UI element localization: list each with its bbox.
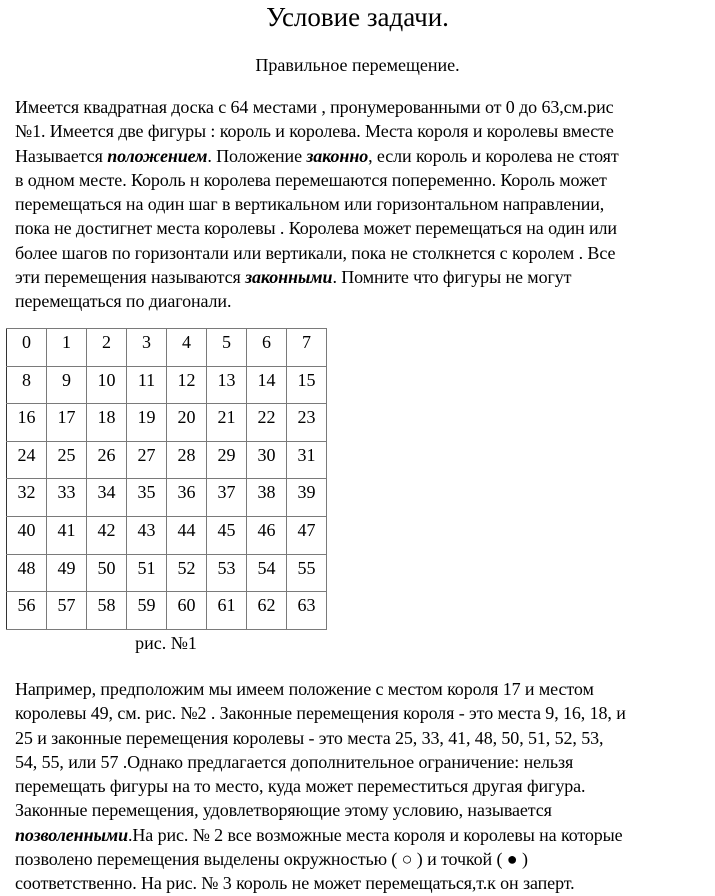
text-line xyxy=(15,265,715,289)
board-cell: 20 xyxy=(167,404,207,442)
text-line xyxy=(15,798,715,822)
board-cell: 46 xyxy=(247,516,287,554)
board-cell: 61 xyxy=(207,592,247,630)
text-segment: . Положение xyxy=(207,145,307,166)
board-cell: 1 xyxy=(47,329,87,367)
text-line xyxy=(15,119,715,143)
text-segment: пока не достигнет места королевы . Королева может перемещаться на один или xyxy=(15,218,617,239)
board-cell: 45 xyxy=(207,516,247,554)
text-segment: в одном месте. Король н королева перемешаются попеременно. Король может xyxy=(15,169,607,190)
board-cell: 4 xyxy=(167,329,207,367)
board-cell: 28 xyxy=(167,441,207,479)
example-paragraph xyxy=(15,677,715,896)
text-segment: , если король и королева не стоят xyxy=(368,145,619,166)
text-line xyxy=(15,289,715,313)
text-segment: более шагов по горизонтали или вертикали, пока не столкнется с королем . Все xyxy=(15,242,616,263)
emphasized-term: положением xyxy=(107,145,208,166)
board-cell: 0 xyxy=(7,329,47,367)
board-cell: 50 xyxy=(87,554,127,592)
board-cell: 36 xyxy=(167,479,207,517)
board-cell: 40 xyxy=(7,516,47,554)
board-cell: 22 xyxy=(247,404,287,442)
board-cell: 49 xyxy=(47,554,87,592)
emphasized-term: законными xyxy=(245,267,333,288)
board-cell: 31 xyxy=(287,441,327,479)
text-line xyxy=(15,726,715,750)
board-cell: 63 xyxy=(287,592,327,630)
board-row xyxy=(7,592,327,630)
board-cell: 39 xyxy=(287,479,327,517)
text-line xyxy=(15,823,715,847)
board-cell: 47 xyxy=(287,516,327,554)
board-cell: 57 xyxy=(47,592,87,630)
text-segment: Например, предположим мы имеем положение с местом короля 17 и местом xyxy=(15,679,594,699)
text-segment: Имеется квадратная доска с 64 местами , пронумерованными от 0 до 63,см.рис xyxy=(15,97,614,117)
text-line xyxy=(15,144,715,168)
board-row xyxy=(7,329,327,367)
board-cell: 59 xyxy=(127,592,167,630)
emphasized-term: законно xyxy=(306,145,369,166)
text-segment: Законные перемещения, удовлетворяющие этому условию, называется xyxy=(15,800,552,821)
board-cell: 10 xyxy=(87,366,127,404)
board-cell: 32 xyxy=(7,479,47,517)
text-segment: №1. Имеется две фигуры : король и королева. Места короля и королевы вместе xyxy=(15,121,614,142)
text-segment: позволено перемещения выделены окружностью ( ○ ) и точкой ( ● ) xyxy=(15,849,528,870)
board-cell: 37 xyxy=(207,479,247,517)
board-cell: 11 xyxy=(127,366,167,404)
board-cell: 35 xyxy=(127,479,167,517)
board-cell: 12 xyxy=(167,366,207,404)
board-cell: 30 xyxy=(247,441,287,479)
board-cell: 34 xyxy=(87,479,127,517)
board-cell: 41 xyxy=(47,516,87,554)
text-segment: эти перемещения называются xyxy=(15,267,246,288)
board-cell: 29 xyxy=(207,441,247,479)
board-cell: 58 xyxy=(87,592,127,630)
text-line xyxy=(15,847,715,871)
text-segment: Называется xyxy=(15,145,108,166)
text-segment: 54, 55, или 57 .Однако предлагается дополнительное ограничение: нельзя xyxy=(15,751,574,772)
board-row xyxy=(7,516,327,554)
text-line xyxy=(15,95,715,119)
board-cell: 3 xyxy=(127,329,167,367)
page-subtitle: Правильное перемещение. xyxy=(255,55,460,75)
board-cell: 15 xyxy=(287,366,327,404)
board-cell: 52 xyxy=(167,554,207,592)
board-cell: 8 xyxy=(7,366,47,404)
board-cell: 56 xyxy=(7,592,47,630)
text-segment: . Помните что фигуры не могут xyxy=(332,267,572,288)
text-segment: 25 и законные перемещения королевы - это места 25, 33, 41, 48, 50, 51, 52, 53, xyxy=(15,727,604,748)
board-cell: 26 xyxy=(87,441,127,479)
text-segment: перемещаться по диагонали. xyxy=(15,291,232,312)
board-cell: 19 xyxy=(127,404,167,442)
board-cell: 42 xyxy=(87,516,127,554)
board-cell: 24 xyxy=(7,441,47,479)
board-cell: 27 xyxy=(127,441,167,479)
board-row xyxy=(7,441,327,479)
board-row xyxy=(7,366,327,404)
board-cell: 38 xyxy=(247,479,287,517)
board-row xyxy=(7,479,327,517)
text-segment: перемещать фигуры на то место, куда может переместиться другая фигура. xyxy=(15,776,586,797)
text-line xyxy=(15,192,715,216)
text-segment: перемещаться на один шаг в вертикальном или горизонтальном направлении, xyxy=(15,194,605,215)
board-cell: 21 xyxy=(207,404,247,442)
board-cell: 62 xyxy=(247,592,287,630)
text-line xyxy=(15,216,715,240)
board-row xyxy=(7,404,327,442)
text-segment: соответственно. На рис. № 3 король не может перемещаться,т.к он заперт. xyxy=(15,873,575,894)
board-cell: 2 xyxy=(87,329,127,367)
board-cell: 16 xyxy=(7,404,47,442)
board-cell: 25 xyxy=(47,441,87,479)
board-cell: 53 xyxy=(207,554,247,592)
text-line xyxy=(15,701,715,725)
board-cell: 48 xyxy=(7,554,47,592)
board-cell: 51 xyxy=(127,554,167,592)
board-cell: 14 xyxy=(247,366,287,404)
board-cell: 54 xyxy=(247,554,287,592)
board-caption: рис. №1 xyxy=(135,633,197,653)
text-line xyxy=(15,774,715,798)
text-line xyxy=(15,750,715,774)
board-cell: 9 xyxy=(47,366,87,404)
text-line xyxy=(15,871,715,895)
text-segment: королевы 49, см. рис. №2 . Законные перемещения короля - это места 9, 16, 18, и xyxy=(15,703,626,724)
board-cell: 44 xyxy=(167,516,207,554)
page-title: Условие задачи. xyxy=(266,2,449,32)
board-cell: 43 xyxy=(127,516,167,554)
text-line xyxy=(15,168,715,192)
board-cell: 55 xyxy=(287,554,327,592)
board-cell: 23 xyxy=(287,404,327,442)
board-row xyxy=(7,554,327,592)
board-cell: 18 xyxy=(87,404,127,442)
board-cell: 60 xyxy=(167,592,207,630)
emphasized-term: позволенными xyxy=(15,824,128,845)
text-line xyxy=(15,241,715,265)
text-line xyxy=(15,677,715,701)
board-cell: 7 xyxy=(287,329,327,367)
intro-paragraph xyxy=(15,95,715,314)
board-cell: 33 xyxy=(47,479,87,517)
text-segment: .На рис. № 2 все возможные места короля и королевы на которые xyxy=(128,824,623,845)
board-table xyxy=(6,328,327,630)
board-cell: 17 xyxy=(47,404,87,442)
board-cell: 6 xyxy=(247,329,287,367)
board-cell: 13 xyxy=(207,366,247,404)
board-cell: 5 xyxy=(207,329,247,367)
